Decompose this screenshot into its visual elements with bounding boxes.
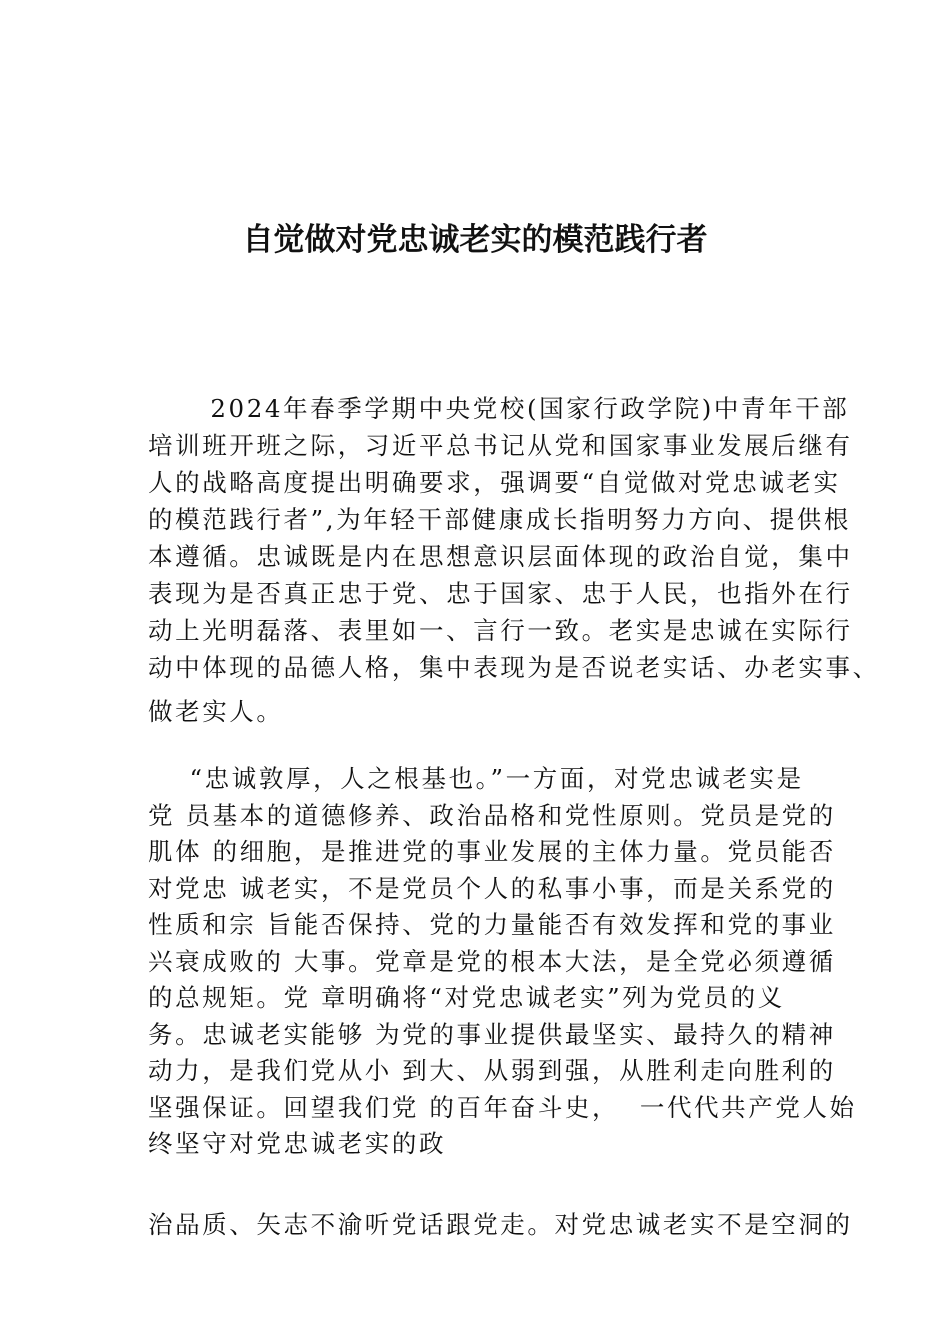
- paragraph-line: 的模范践行者”,为年轻干部健康成长指明努力方向、提供根: [148, 505, 852, 534]
- paragraph-line: 务。忠诚老实能够 为党的事业提供最坚实、最持久的精神: [148, 1019, 836, 1049]
- paragraph-2: [148, 761, 857, 1163]
- paragraph-line: 动力，是我们党从小 到大、从弱到强，从胜利走向胜利的: [148, 1056, 836, 1085]
- paragraph-line: 人的战略高度提出明确要求，强调要“自觉做对党忠诚老实: [148, 468, 841, 497]
- paragraph-line: 党 员基本的道德修养、政治品格和党性原则。党员是党的: [148, 800, 836, 830]
- paragraph-line: 培训班开班之际，习近平总书记从党和国家事业发展后继有: [148, 431, 853, 460]
- paragraph-line: 动上光明磊落、表里如一、言行一致。老实是忠诚在实际行: [148, 616, 853, 645]
- paragraph-line: 肌体 的细胞，是推进党的事业发展的主体力量。党员能否: [148, 837, 836, 866]
- paragraph-line: “忠诚敦厚，人之根基也。”一方面，对党忠诚老实是: [148, 764, 804, 793]
- paragraph-line: 的总规矩。党 章明确将“对党忠诚老实”列为党员的义: [148, 983, 785, 1012]
- paragraph-line: 2024年春季学期中央党校(国家行政学院)中青年干部: [148, 394, 850, 423]
- paragraph-line: 表现为是否真正忠于党、忠于国家、忠于人民，也指外在行: [148, 579, 853, 608]
- paragraph-1: [148, 390, 880, 730]
- paragraph-line: 治品质、矢志不渝听党话跟党走。对党忠诚老实不是空洞的: [148, 1210, 853, 1239]
- paragraph-line: 动中体现的品德人格，集中表现为是否说老实话、办老实事、: [148, 653, 880, 682]
- paragraph-line: 性质和宗 旨能否保持、党的力量能否有效发挥和党的事业: [148, 910, 836, 939]
- paragraph-line: 本遵循。忠诚既是内在思想意识层面体现的政治自觉，集中: [148, 542, 853, 571]
- document-title: 自觉做对党忠诚老实的模范践行者: [242, 222, 708, 258]
- paragraph-3: [148, 1206, 853, 1243]
- paragraph-line: 兴衰成败的 大事。党章是党的根本大法，是全党必须遵循: [148, 946, 836, 976]
- paragraph-line: 对党忠 诚老实，不是党员个人的私事小事，而是关系党的: [148, 873, 836, 903]
- paragraph-line: 坚强保证。回望我们党 的百年奋斗史， 一代代共产党人始: [148, 1092, 857, 1122]
- paragraph-line: 做老实人。: [148, 697, 284, 726]
- paragraph-line: 终坚守对党忠诚老实的政: [148, 1129, 447, 1158]
